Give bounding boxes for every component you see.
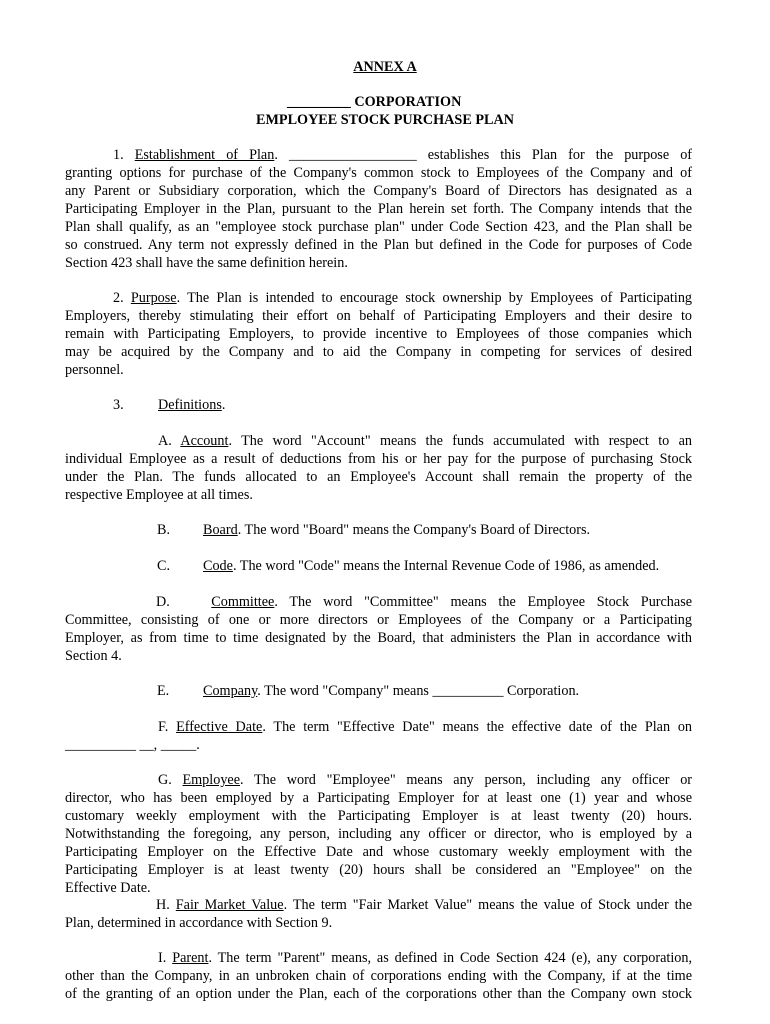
definition-term: Company [203, 683, 258, 699]
definition-committee-line: D. Committee. The word "Committee" means the Employee Stock Purchase [156, 594, 693, 610]
effective-date-blank: __________ __, _____. [65, 737, 200, 753]
definition-letter: A. [158, 433, 172, 449]
definition-text: The word "Employee" means any person, including any officer or [254, 772, 693, 788]
section-1 [65, 146, 692, 272]
definition-text: Notwithstanding the foregoing, any person, including any officer or director, who is employed by a [65, 826, 692, 842]
section-2-text: personnel. [65, 362, 124, 378]
definition-text: The word "Account" means the funds accumulated with respect to an [241, 433, 692, 449]
definition-text: The term "Effective Date" means the effective date of the Plan on [273, 719, 693, 735]
definition-text: respective Employee at all times. [65, 487, 253, 503]
definition-code-letter: C. [157, 558, 171, 574]
definition-code: Code. The word "Code" means the Internal Revenue Code of 1986, as amended. [203, 558, 660, 574]
section-1-text: any Parent or Subsidiary corporation, which the Company's Board of Directors has designated as a [65, 183, 692, 199]
definition-text: customary weekly employment with the Participating Employer is at least twenty (20) hours. [65, 808, 692, 824]
definition-fair-market-value [65, 896, 692, 932]
section-2-line: 2. Purpose. The Plan is intended to encourage stock ownership by Employees of Participating [113, 290, 693, 306]
section-3-number: 3. [113, 397, 124, 413]
section-1-line: 1. Establishment of Plan. __________________ establishes this Plan for the purpose of [113, 147, 693, 163]
definition-text: individual Employee as a result of deductions from his or her pay for the purpose of purchasing Stock [65, 451, 692, 467]
section-2-text: remain with Participating Employers, to provide incentive to Employees of those companies which [65, 326, 692, 342]
definition-parent [65, 949, 692, 1003]
definition-account [65, 432, 692, 504]
section-1-text: establishes this Plan for the purpose of [427, 147, 693, 163]
section-2-number: 2. [113, 290, 124, 306]
definition-board: Board. The word "Board" means the Company's Board of Directors. [203, 522, 591, 538]
definition-text: Plan, determined in accordance with Section 9. [65, 915, 333, 931]
section-1-number: 1. [113, 147, 124, 163]
definition-term: Parent [172, 950, 209, 966]
definition-fmv-line: H. Fair Market Value. The term "Fair Market Value" means the value of Stock under the [156, 897, 693, 913]
definition-letter: G. [158, 772, 172, 788]
definition-term: Board [203, 522, 238, 538]
section-3-heading-text: Definitions [158, 397, 222, 413]
definition-company-letter: E. [157, 683, 170, 699]
definition-text: other than the Company, in an unbroken chain of corporations ending with the Company, if at the time [65, 968, 692, 984]
definition-term: Employee [182, 772, 241, 788]
definition-text: of the granting of an option under the Plan, each of the corporations other than the Company own stock [65, 986, 692, 1002]
definition-text: under the Plan. The funds allocated to an Employee's Account shall remain the property of the [65, 469, 692, 485]
company-name-blank: __________ [432, 683, 504, 699]
definition-term: Fair Market Value [175, 897, 284, 913]
section-2-text: Employers, thereby stimulating their effort on behalf of Participating Employers and their desire to [65, 308, 692, 324]
definition-letter: D. [156, 594, 170, 610]
definition-text: The word "Company" means [264, 683, 429, 699]
definition-term: Code [203, 558, 233, 574]
corporation-name-blank: _________ [287, 94, 351, 110]
plan-title: EMPLOYEE STOCK PURCHASE PLAN [256, 112, 514, 128]
section-1-text: granting options for purchase of the Company's common stock to Employees of the Company and of [65, 165, 692, 181]
section-1-text: so construed. Any term not expressly defined in the Plan but defined in the Code for purposes of Code [65, 237, 692, 253]
annex-title: ANNEX A [353, 59, 417, 75]
definition-effective-date-line: F. Effective Date. The term "Effective Date" means the effective date of the Plan on [158, 719, 693, 735]
definition-text: The word "Code" means the Internal Revenue Code of 1986, as amended. [239, 558, 660, 574]
definition-employee-line: G. Employee. The word "Employee" means any person, including any officer or [158, 772, 693, 788]
definition-text: The word "Board" means the Company's Board of Directors. [244, 522, 591, 538]
definition-text: Committee, consisting of one or more directors or Employees of the Company or a Participating [65, 612, 692, 628]
definition-parent-line: I. Parent. The term "Parent" means, as defined in Code Section 424 (e), any corporation, [158, 950, 693, 966]
definition-text: The term "Parent" means, as defined in Code Section 424 (e), any corporation, [217, 950, 693, 966]
definition-text: The term "Fair Market Value" means the value of Stock under the [292, 897, 693, 913]
definition-text: Participating Employer is at least twenty (20) hours shall be considered an "Employee" on the [65, 862, 692, 878]
definition-account-line: A. Account. The word "Account" means the funds accumulated with respect to an [158, 433, 692, 449]
definition-term: Effective Date [176, 719, 263, 735]
section-2 [65, 289, 692, 379]
definition-term: Account [180, 433, 229, 449]
definition-text: Section 4. [65, 648, 122, 664]
definition-effective-date [65, 718, 692, 754]
definition-text: Effective Date. [65, 880, 151, 896]
definition-company: Company. The word "Company" means __________ Corporation. [203, 683, 580, 699]
section-1-text: Plan shall qualify, as an "employee stock purchase plan" under Code Section 423, and the Plan shall be [65, 219, 692, 235]
definition-text: Corporation. [506, 683, 580, 699]
section-2-text: The Plan is intended to encourage stock ownership by Employees of Participating [187, 290, 693, 306]
section-1-heading: Establishment of Plan [134, 147, 275, 163]
definition-text: director, who has been employed by a Participating Employer for at least one (1) year and whose [65, 790, 692, 806]
definition-board-letter: B. [157, 522, 171, 538]
definition-text: The word "Committee" means the Employee Stock Purchase [289, 594, 693, 610]
corporation-title [287, 93, 461, 111]
definition-text: Employer, as from time to time designated by the Board, that administers the Plan in accordance with [65, 630, 692, 646]
section-2-text: may be acquired by the Company and to aid the Company in competing for services of desired [65, 344, 692, 360]
section-3-heading: Definitions. [158, 397, 226, 413]
section-2-heading: Purpose [130, 290, 177, 306]
definition-term: Committee [211, 594, 275, 610]
corporation-word: CORPORATION [354, 94, 462, 110]
sponsor-name-blank: __________________ [288, 147, 417, 163]
section-1-text: Participating Employer in the Plan, pursuant to the Plan herein set forth. The Company intends that the [65, 201, 692, 217]
definition-text: Participating Employer on the Effective Date and whose customary weekly employment with the [65, 844, 692, 860]
definition-letter: F. [158, 719, 169, 735]
definition-committee [65, 593, 692, 665]
definition-letter: H. [156, 897, 170, 913]
section-1-text: Section 423 shall have the same definition herein. [65, 255, 348, 271]
definition-employee [65, 771, 692, 897]
definition-letter: I. [158, 950, 167, 966]
